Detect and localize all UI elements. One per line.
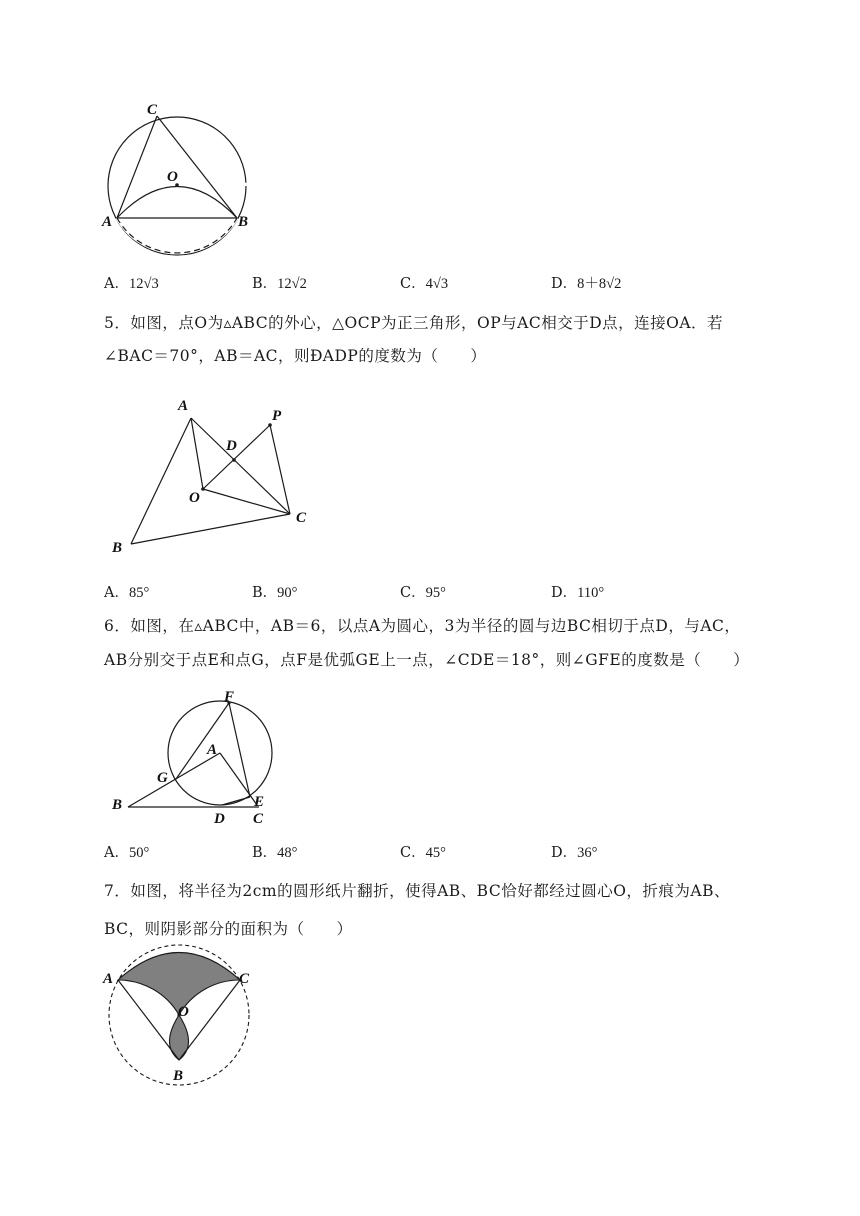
q6-option-a[interactable]: A．50°: [104, 845, 150, 861]
q5-stem-line2: ∠BAC＝70°，AB＝AC，则ÐADP的度数为（ ）: [104, 347, 487, 365]
q5-option-d[interactable]: D．110°: [551, 585, 605, 601]
q7-label-b: B: [173, 1068, 184, 1084]
q4-label-b: B: [238, 214, 249, 230]
q4-figure: [96, 96, 256, 260]
q6-label-c: C: [253, 811, 264, 827]
q6-label-b: B: [112, 797, 123, 813]
q5-label-p: P: [272, 408, 282, 424]
q5-label-c: C: [296, 510, 307, 526]
q5-option-a[interactable]: A．85°: [104, 585, 150, 601]
q7-label-c: C: [239, 971, 250, 987]
q6-figure: [106, 686, 286, 828]
q4-label-a: A: [102, 214, 113, 230]
q4-option-b[interactable]: B．12√2: [252, 276, 307, 292]
q7-stem-line2: BC，则阴影部分的面积为（ ）: [104, 920, 353, 938]
q6-label-d: D: [214, 811, 225, 827]
q6-option-b[interactable]: B．48°: [252, 845, 298, 861]
q5-label-d: D: [226, 438, 237, 454]
q5-option-b[interactable]: B．90°: [252, 585, 298, 601]
q5-figure: [106, 390, 326, 560]
q7-label-o: O: [178, 1004, 189, 1020]
q7-figure: [100, 944, 260, 1088]
q5-stem-line1: 5．如图，点O为▵ABC的外心，△OCP为正三角形，OP与AC相交于D点，连接OA．若: [104, 314, 724, 332]
q4-option-a[interactable]: A．12√3: [104, 276, 159, 292]
q6-stem-line2: AB分别交于点E和点G，点F是优弧GE上一点，∠CDE＝18°，则∠GFE的度数是（ ）: [104, 651, 750, 669]
q4-label-o: O: [167, 169, 178, 185]
q4-option-d[interactable]: D．8＋8√2: [551, 276, 622, 292]
q6-label-e: E: [254, 794, 265, 810]
q6-label-f: F: [224, 689, 235, 705]
q5-label-o: O: [189, 490, 200, 506]
q7-stem-line1: 7．如图，将半径为2cm的圆形纸片翻折，使得AB、BC恰好都经过圆心O，折痕为AB、: [104, 882, 731, 900]
q6-stem-line1: 6．如图，在▵ABC中，AB＝6，以点A为圆心，3为半径的圆与边BC相切于点D，与AC，: [104, 617, 741, 635]
q6-label-g: G: [157, 770, 168, 786]
q6-option-c[interactable]: C．45°: [400, 845, 446, 861]
q7-label-a: A: [103, 971, 114, 987]
q4-option-c[interactable]: C．4√3: [400, 276, 449, 292]
q4-label-c: C: [147, 102, 158, 118]
q5-label-a: A: [178, 398, 189, 414]
q6-option-d[interactable]: D．36°: [551, 845, 598, 861]
q6-label-a: A: [207, 742, 218, 758]
q5-label-b: B: [112, 540, 123, 556]
q5-option-c[interactable]: C．95°: [400, 585, 446, 601]
